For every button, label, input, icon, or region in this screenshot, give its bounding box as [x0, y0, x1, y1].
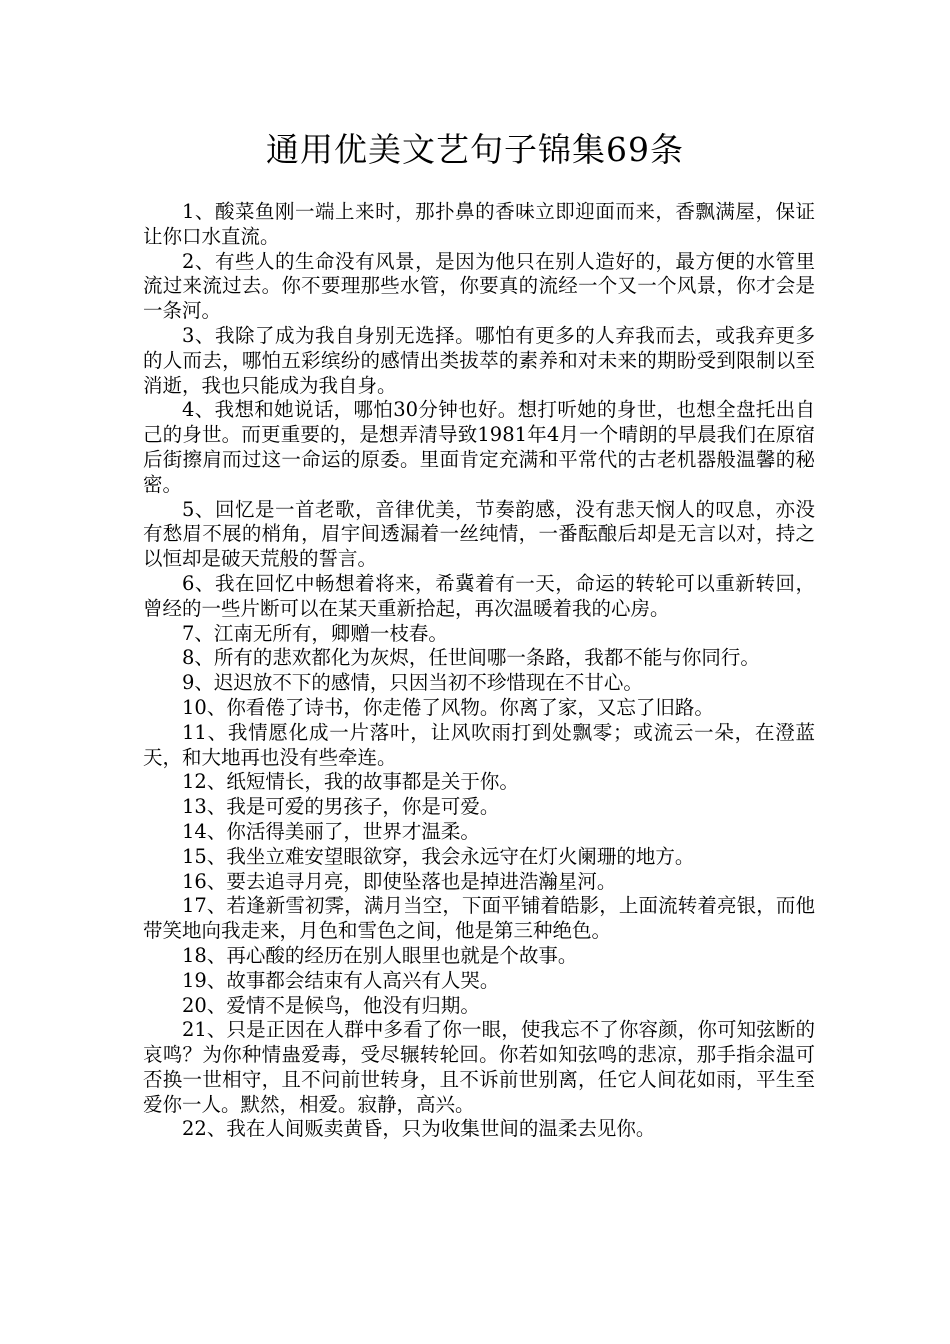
- paragraph-4: 4、我想和她说话，哪怕30分钟也好。想打听她的身世，也想全盘托出自己的身世。而更重要的，是想弄清导致1981年4月一个晴朗的早晨我们在原宿后街擦肩而过这一命运的原委。里面肯定充满和平常代的古老机器般温馨的秘密。: [143, 398, 815, 496]
- paragraph-14: 14、你活得美丽了，世界才温柔。: [182, 819, 480, 843]
- paragraph-2: 2、有些人的生命没有风景，是因为他只在别人造好的，最方便的水管里流过来流过去。你不要理那些水管，你要真的流经一个又一个风景，你才会是一条河。: [143, 249, 815, 323]
- paragraph-5: 5、回忆是一首老歌，音律优美，节奏韵感，没有悲天悯人的叹息，亦没有愁眉不展的梢角，眉宇间透漏着一丝纯情，一番酝酿后却是无言以对，持之以恒却是破天荒般的誓言。: [143, 497, 815, 571]
- paragraph-6: 6、我在回忆中畅想着将来，希冀着有一天，命运的转轮可以重新转回，曾经的一些片断可以在某天重新拾起，再次温暖着我的心房。: [143, 571, 815, 620]
- paragraph-7: 7、江南无所有，卿赠一枝春。: [182, 621, 448, 645]
- paragraph-15: 15、我坐立难安望眼欲穿，我会永远守在灯火阑珊的地方。: [182, 844, 695, 868]
- paragraph-3: 3、我除了成为我自身别无选择。哪怕有更多的人弃我而去，或我弃更多的人而去，哪怕五彩缤纷的感情出类拔萃的素养和对未来的期盼受到限制以至消逝，我也只能成为我自身。: [143, 323, 815, 397]
- paragraph-10: 10、你看倦了诗书，你走倦了风物。你离了家，又忘了旧路。: [182, 695, 714, 719]
- paragraph-8: 8、所有的悲欢都化为灰烬，任世间哪一条路，我都不能与你同行。: [182, 646, 760, 670]
- document-title: 通用优美文艺句子锦集69条: [266, 130, 684, 169]
- paragraph-21: 21、只是正因在人群中多看了你一眼，使我忘不了你容颜，你可知弦断的哀鸣？为你种情蛊爱毒，受尽辗转轮回。你若如知弦鸣的悲凉，那手指余温可否换一世相守，且不问前世转身，且不诉前世别离，任它人间花如雨，平生至爱你一人。默然，相爱。寂静，高兴。: [143, 1018, 815, 1116]
- paragraph-11: 11、我情愿化成一片落叶，让风吹雨打到处飘零；或流云一朵，在澄蓝天，和大地再也没有些牵连。: [143, 720, 815, 769]
- paragraph-19: 19、故事都会结束有人高兴有人哭。: [182, 968, 500, 992]
- paragraph-13: 13、我是可爱的男孩子，你是可爱。: [182, 795, 500, 819]
- paragraph-20: 20、爱情不是候鸟，他没有归期。: [182, 993, 480, 1017]
- paragraph-17: 17、若逢新雪初霁，满月当空，下面平铺着皓影，上面流转着亮银，而他带笑地向我走来，月色和雪色之间，他是第三种绝色。: [143, 894, 815, 943]
- paragraph-12: 12、纸短情长，我的故事都是关于你。: [182, 770, 519, 794]
- paragraph-9: 9、迟迟放不下的感情，只因当初不珍惜现在不甘心。: [182, 671, 643, 695]
- paragraph-22: 22、我在人间贩卖黄昏，只为收集世间的温柔去见你。: [182, 1117, 656, 1141]
- paragraph-1: 1、酸菜鱼刚一端上来时，那扑鼻的香味立即迎面而来，香飘满屋，保证让你口水直流。: [143, 200, 815, 248]
- document-body: [143, 200, 815, 1142]
- paragraph-18: 18、再心酸的经历在别人眼里也就是个故事。: [182, 943, 578, 967]
- paragraph-16: 16、要去追寻月亮，即使坠落也是掉进浩瀚星河。: [182, 869, 617, 893]
